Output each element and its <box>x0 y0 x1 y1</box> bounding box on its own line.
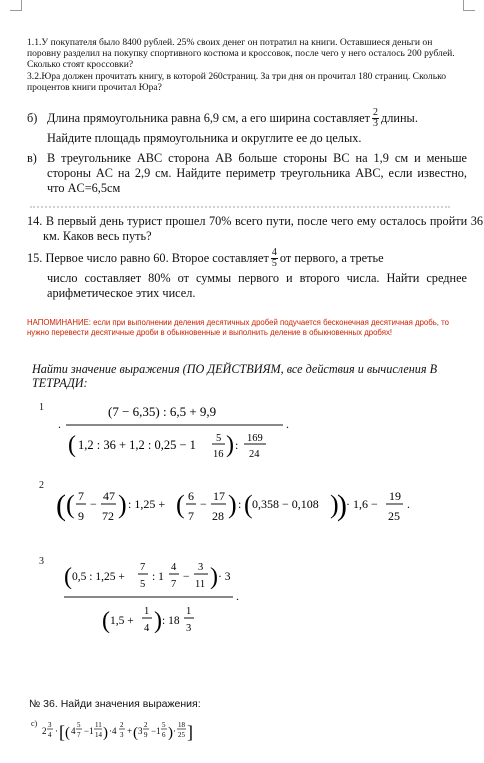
svg-text:−: − <box>90 497 97 511</box>
fraction-denominator: 3 <box>373 118 378 129</box>
problem-15 <box>27 248 467 301</box>
svg-text:−1: −1 <box>151 726 161 736</box>
svg-text:16: 16 <box>213 449 224 460</box>
svg-text:19: 19 <box>389 489 401 503</box>
svg-text:): ) <box>154 608 162 634</box>
svg-text:(: ( <box>66 490 75 519</box>
svg-text:+: + <box>127 726 133 736</box>
svg-text:): ) <box>118 490 127 519</box>
svg-text:·4: ·4 <box>109 726 117 736</box>
svg-text:2: 2 <box>144 721 148 729</box>
svg-text:14: 14 <box>95 731 102 739</box>
problem-b-text: Длина прямоугольника равна 6,9 см, а его ширина составляет <box>47 111 370 125</box>
svg-text:169: 169 <box>247 433 263 444</box>
fraction-numerator: 4 <box>271 247 277 258</box>
expression-2 <box>56 476 456 536</box>
svg-text:7: 7 <box>78 489 84 503</box>
cropped-line-artifact <box>30 206 450 211</box>
problem-v-label: в) <box>27 151 37 165</box>
svg-text:[: [ <box>59 722 65 742</box>
problem-14: 14. В первый день турист прошел 70% всего пути, после чего ему осталось пройти 36 км. Каков весь путь? <box>27 214 483 243</box>
svg-text:.: . <box>407 497 410 511</box>
svg-text:2: 2 <box>120 721 124 729</box>
svg-text:4: 4 <box>71 726 76 736</box>
svg-text:5: 5 <box>216 433 222 444</box>
svg-text:5: 5 <box>140 579 146 590</box>
problem-b-label: б) <box>27 111 38 125</box>
svg-text:): ) <box>210 564 218 590</box>
problem-15-text: 15. Первое число равно 60. Второе составляет <box>27 251 269 265</box>
problem-b-text-end: длины. <box>381 111 418 125</box>
problem-b-line2: Найдите площадь прямоугольника и округлите ее до целых. <box>47 131 362 145</box>
two-thirds-fraction <box>372 108 379 129</box>
svg-text:3: 3 <box>186 623 192 634</box>
problem-36-expression <box>42 715 202 749</box>
svg-text::: : <box>235 438 239 452</box>
svg-text:5: 5 <box>162 721 166 729</box>
problem-36-title: № 36. Найди значения выражения: <box>29 698 201 710</box>
svg-text:· 3: · 3 <box>218 571 231 583</box>
problem-15-rest: число составляет 80% от суммы первого и второго числа. Найти среднее арифметическое этих чисел. <box>47 271 467 300</box>
svg-text:25: 25 <box>388 509 400 523</box>
svg-text:7: 7 <box>171 579 177 590</box>
svg-text:4: 4 <box>48 731 52 739</box>
svg-text:3: 3 <box>198 562 204 573</box>
problem-36-item-label: с) <box>31 719 38 728</box>
svg-text:72: 72 <box>102 509 114 523</box>
svg-text:(: ( <box>102 608 110 634</box>
svg-text:(: ( <box>64 564 72 590</box>
svg-text:): ) <box>337 489 347 522</box>
svg-text::: : <box>238 497 242 511</box>
expression-1 <box>58 400 298 472</box>
svg-text:·: · <box>173 726 176 736</box>
svg-text:]: ] <box>187 722 193 742</box>
svg-text:(: ( <box>68 432 76 458</box>
svg-text:4: 4 <box>171 562 177 573</box>
svg-text:.: . <box>236 589 239 603</box>
problem-v <box>27 151 467 196</box>
svg-text:(7 − 6,35) : 6,5 + 9,9: (7 − 6,35) : 6,5 + 9,9 <box>108 404 217 419</box>
svg-text:11: 11 <box>195 579 206 590</box>
svg-text:24: 24 <box>249 449 260 460</box>
reminder-note: НАПОМИНАНИЕ: если при выполнении деления десятичных дробей подучается бесконечная десятичная дробь, то нужно перевести десятичные дроби в обыкновенные и выполнить деление в обыкновенных дробях! <box>27 318 449 337</box>
svg-text:18: 18 <box>178 721 185 729</box>
svg-text:): ) <box>330 490 339 519</box>
svg-text:3: 3 <box>120 731 124 739</box>
svg-text:47: 47 <box>103 489 115 503</box>
problem-1-1: 1.1.У покупателя было 8400 рублей. 25% своих денег он потратил на книги. Оставшиеся деньги он поровну разделил на покупку спортивного костюма и кроссовок, после чего у него осталось 200 рублей. Сколько стоят кроссовки? <box>27 36 455 70</box>
svg-text:6: 6 <box>162 731 166 739</box>
svg-text:9: 9 <box>144 731 148 739</box>
expression-3 <box>58 552 258 652</box>
svg-text:): ) <box>228 490 237 519</box>
problem-3-2: 3.2.Юра должен прочитать книгу, в которой 260страниц. За три дня он прочитал 180 страниц. Сколько процентов книги прочитал Юра? <box>27 71 447 93</box>
svg-text:4: 4 <box>144 623 150 634</box>
svg-text:17: 17 <box>213 489 225 503</box>
svg-text:−1: −1 <box>84 726 94 736</box>
svg-text:0,358 − 0,108: 0,358 − 0,108 <box>252 497 319 511</box>
svg-text:· 1,6 −: · 1,6 − <box>346 497 378 511</box>
svg-text:: 1,25 +: : 1,25 + <box>128 497 166 511</box>
fraction-numerator: 2 <box>373 107 378 118</box>
svg-text:9: 9 <box>78 509 84 523</box>
svg-text:(: ( <box>56 489 66 522</box>
svg-text:28: 28 <box>212 509 224 523</box>
page-corner-mark-right <box>463 0 475 11</box>
svg-text:: 1: : 1 <box>152 571 164 583</box>
four-fifths-fraction <box>271 248 278 269</box>
svg-text:: 18: : 18 <box>162 615 180 627</box>
task-heading: Найти значение выражения (ПО ДЕЙСТВИЯМ, все действия и вычисления В ТЕТРАДИ: <box>32 362 438 390</box>
svg-text:1,2 : 36 + 1,2 : 0,25 − 1: 1,2 : 36 + 1,2 : 0,25 − 1 <box>78 438 196 452</box>
svg-text:(: ( <box>65 725 70 741</box>
problem-v-text: В треугольнике ABC сторона AB больше стороны BC на 1,9 см и меньше стороны AC на 2,9 см. Найдите периметр треугольника ABC, если известно, что AC=6,5см <box>47 151 467 195</box>
problem-b <box>27 108 467 146</box>
svg-text:7: 7 <box>140 562 146 573</box>
svg-text:25: 25 <box>178 731 185 739</box>
svg-text:.: . <box>286 417 289 431</box>
svg-text:−: − <box>200 497 207 511</box>
svg-text:3: 3 <box>48 721 52 729</box>
svg-text:·: · <box>55 726 58 736</box>
fraction-denominator: 5 <box>271 258 277 269</box>
svg-text:(: ( <box>133 725 138 741</box>
svg-text:11: 11 <box>95 721 102 729</box>
svg-text:1: 1 <box>186 606 192 617</box>
page-corner-mark-left <box>10 0 22 11</box>
svg-text:): ) <box>226 432 234 458</box>
svg-text:2: 2 <box>42 726 47 736</box>
expression-1-label: 1 <box>39 402 44 413</box>
problem-15-text-end: от первого, а третье <box>279 251 384 265</box>
svg-text:): ) <box>168 725 173 741</box>
expression-2-label: 2 <box>39 480 44 491</box>
svg-text:(: ( <box>176 490 185 519</box>
svg-text:1,5 +: 1,5 + <box>110 615 134 627</box>
svg-text:5: 5 <box>77 721 81 729</box>
svg-text:−: − <box>183 571 190 583</box>
expression-3-label: 3 <box>39 556 44 567</box>
svg-text:7: 7 <box>77 731 81 739</box>
svg-text:0,5 : 1,25 +: 0,5 : 1,25 + <box>72 571 125 583</box>
svg-text:7: 7 <box>188 509 194 523</box>
svg-text:1: 1 <box>144 606 150 617</box>
svg-text:(: ( <box>244 490 253 519</box>
svg-text:): ) <box>103 725 108 741</box>
svg-text:3: 3 <box>138 726 143 736</box>
svg-text:6: 6 <box>188 489 194 503</box>
svg-text:.: . <box>58 417 61 431</box>
